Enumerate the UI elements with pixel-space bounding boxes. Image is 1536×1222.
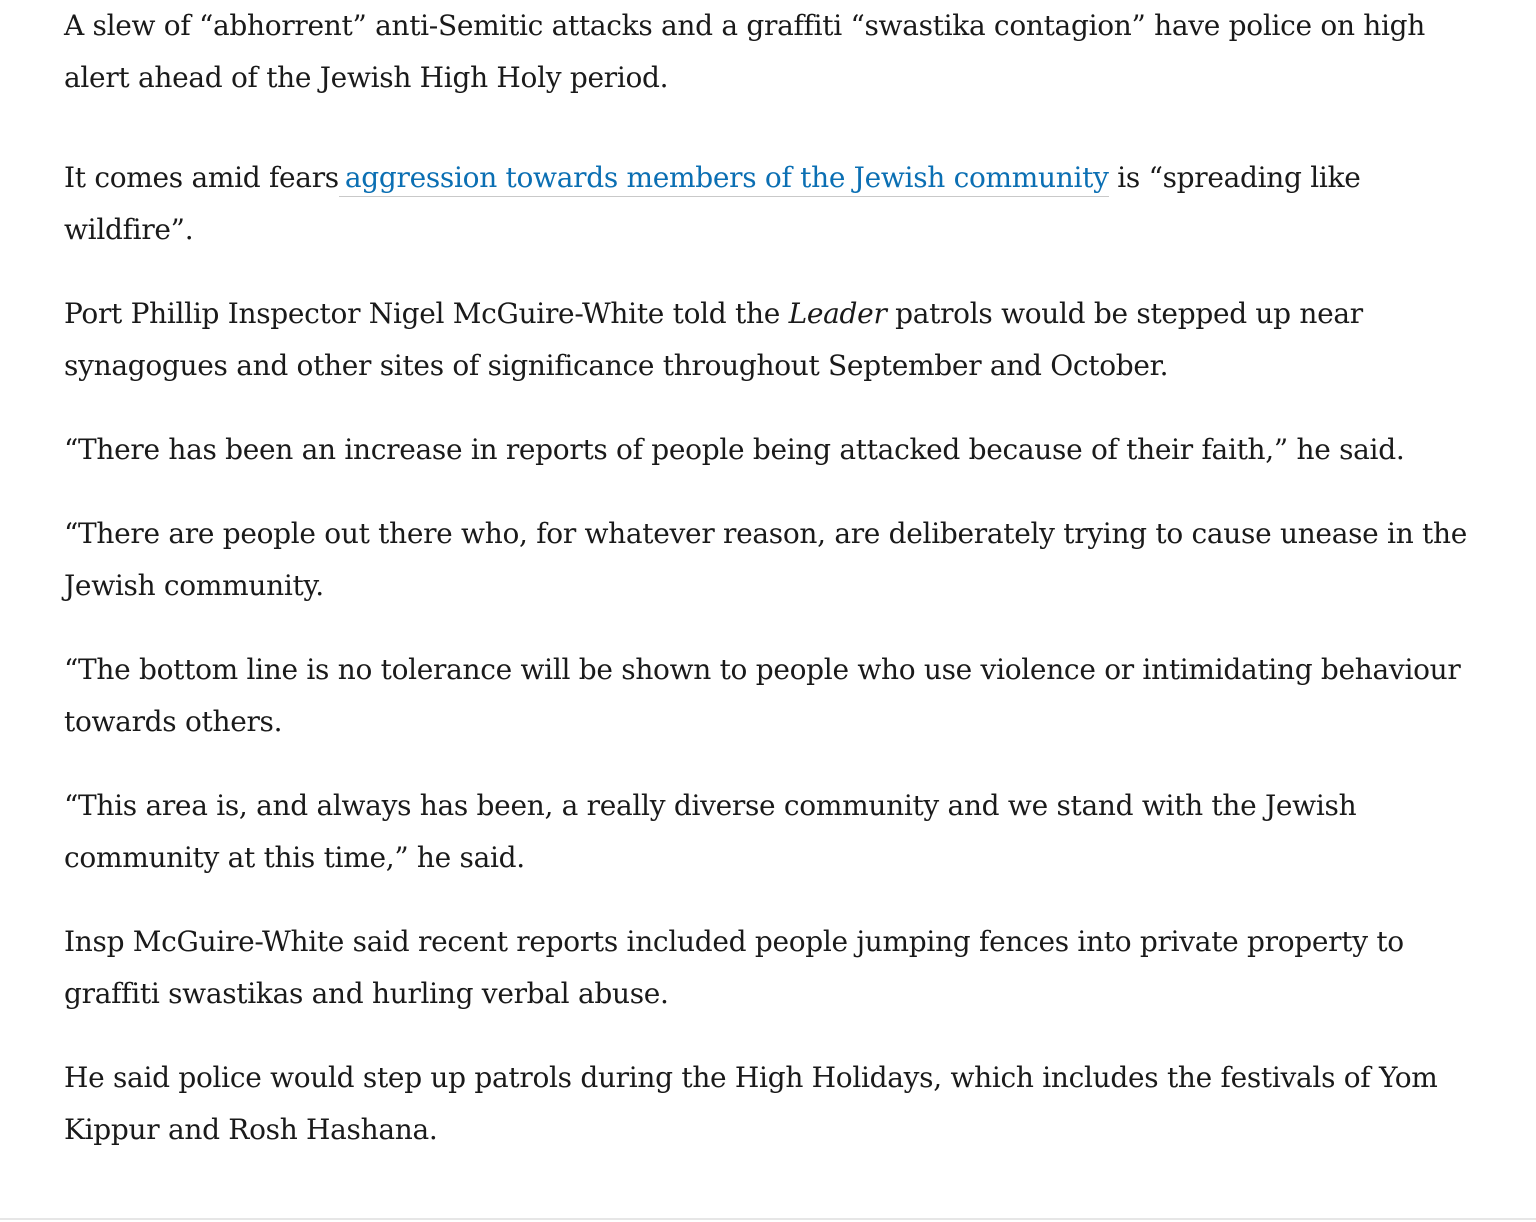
paragraph-inspector [64,288,1484,392]
publication-name: Leader [788,297,887,330]
paragraph-quote-increase: “There has been an increase in reports of people being attacked because of their faith,” he said. [64,433,1405,466]
paragraph-reports: Insp McGuire-White said recent reports included people jumping fences into private property to graffiti swastikas and hurling verbal abuse. [64,925,1404,1010]
paragraph-text: is “spreading like wildfire”. [64,161,1361,246]
paragraph-quote-diverse: “This area is, and always has been, a really diverse community and we stand with the Jewish community at this time,” he said. [64,789,1357,874]
paragraph-text: Port Phillip Inspector Nigel McGuire-White told the [64,297,789,330]
community-aggression-link[interactable]: aggression towards members of the Jewish community [339,161,1109,197]
paragraph-text: patrols would be stepped up near synagogues and other sites of significance throughout September and October. [64,297,1363,382]
paragraph-fears [64,152,1484,256]
paragraph-quote-tolerance: “The bottom line is no tolerance will be shown to people who use violence or intimidating behaviour towards others. [64,653,1461,738]
paragraph-quote-unease: “There are people out there who, for whatever reason, are deliberately trying to cause unease in the Jewish community. [64,517,1467,602]
paragraph-high-holidays: He said police would step up patrols during the High Holidays, which includes the festivals of Yom Kippur and Rosh Hashana. [64,1061,1438,1146]
paragraph-text: It comes amid fears [64,161,339,194]
bottom-divider [0,1218,1536,1220]
paragraph-intro: A slew of “abhorrent” anti-Semitic attacks and a graffiti “swastika contagion” have police on high alert ahead of the Jewish High Holy period. [64,9,1426,94]
